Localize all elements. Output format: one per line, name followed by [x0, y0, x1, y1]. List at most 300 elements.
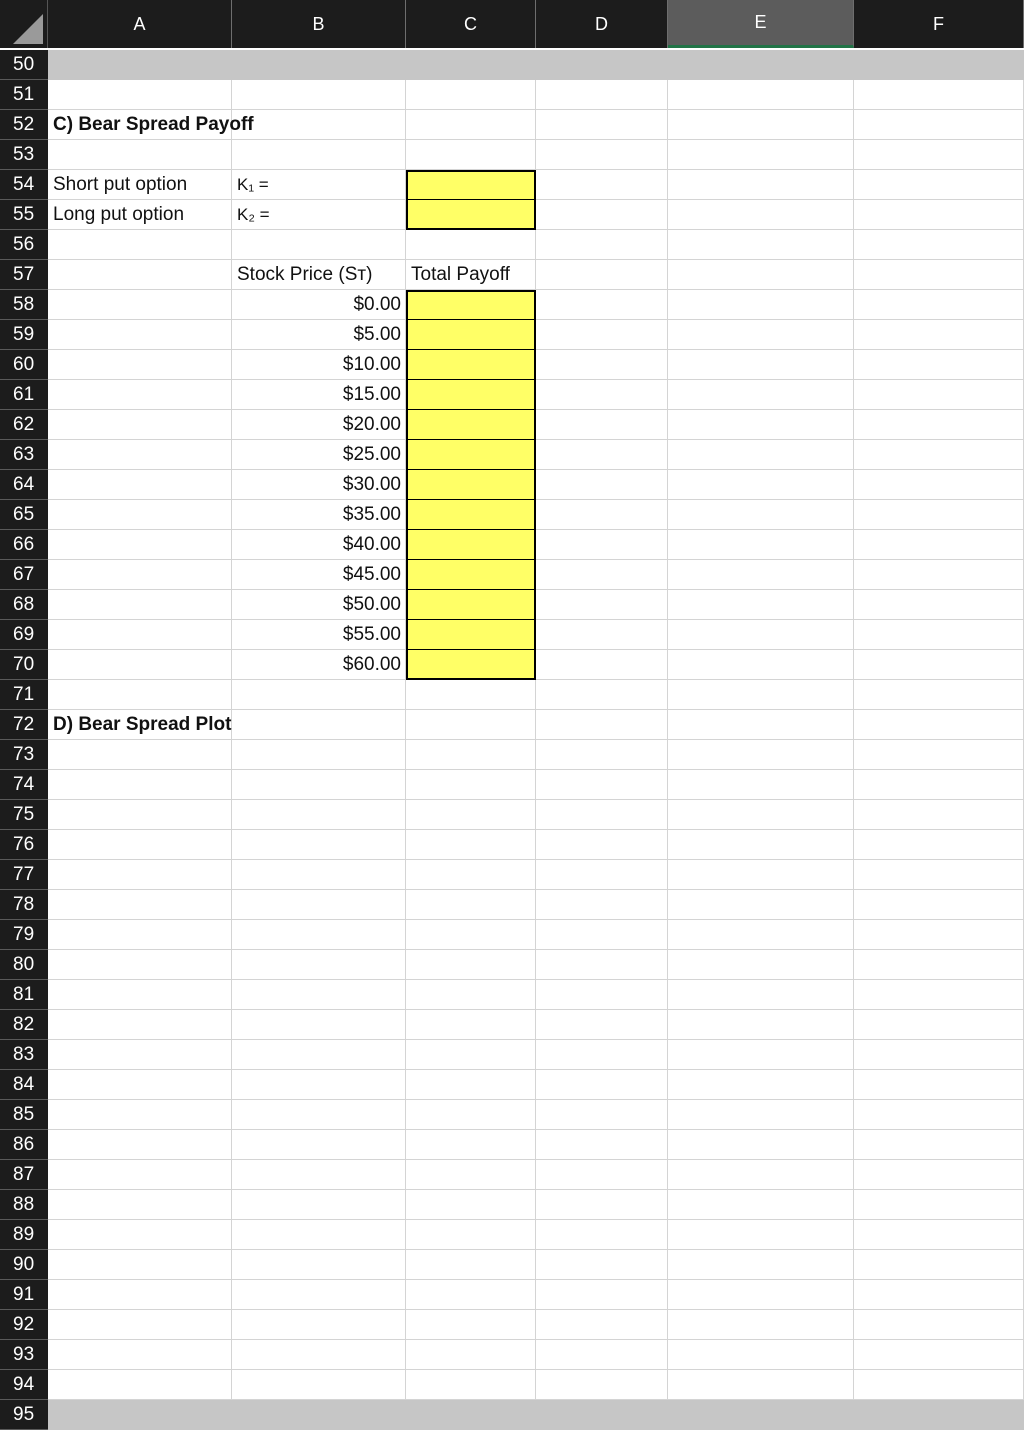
- cell-f62[interactable]: [854, 410, 1024, 440]
- cell-c74[interactable]: [406, 770, 536, 800]
- cell-e86[interactable]: [668, 1130, 854, 1160]
- cell-a74[interactable]: [48, 770, 232, 800]
- cell-a62[interactable]: [48, 410, 232, 440]
- cell-f53[interactable]: [854, 140, 1024, 170]
- cell-b94[interactable]: [232, 1370, 406, 1400]
- cell-a86[interactable]: [48, 1130, 232, 1160]
- cell-f69[interactable]: [854, 620, 1024, 650]
- cell-f51[interactable]: [854, 80, 1024, 110]
- cell-e50[interactable]: [668, 50, 854, 80]
- cell-d64[interactable]: [536, 470, 668, 500]
- cell-e68[interactable]: [668, 590, 854, 620]
- cell-c53[interactable]: [406, 140, 536, 170]
- cell-f57[interactable]: [854, 260, 1024, 290]
- cell-b84[interactable]: [232, 1070, 406, 1100]
- cell-a83[interactable]: [48, 1040, 232, 1070]
- cell-d55[interactable]: [536, 200, 668, 230]
- cell-f88[interactable]: [854, 1190, 1024, 1220]
- cell-f86[interactable]: [854, 1130, 1024, 1160]
- total-payoff-input[interactable]: [406, 320, 536, 350]
- cell-d86[interactable]: [536, 1130, 668, 1160]
- cell-d57[interactable]: [536, 260, 668, 290]
- cell-c51[interactable]: [406, 80, 536, 110]
- cell-e88[interactable]: [668, 1190, 854, 1220]
- cell-d73[interactable]: [536, 740, 668, 770]
- cell-a58[interactable]: [48, 290, 232, 320]
- short-put-label[interactable]: Short put option: [48, 170, 232, 200]
- cell-d66[interactable]: [536, 530, 668, 560]
- cell-f85[interactable]: [854, 1100, 1024, 1130]
- cell-e93[interactable]: [668, 1340, 854, 1370]
- cell-d82[interactable]: [536, 1010, 668, 1040]
- cell-d79[interactable]: [536, 920, 668, 950]
- cell-b80[interactable]: [232, 950, 406, 980]
- cell-b81[interactable]: [232, 980, 406, 1010]
- cell-f94[interactable]: [854, 1370, 1024, 1400]
- cell-a60[interactable]: [48, 350, 232, 380]
- cell-c84[interactable]: [406, 1070, 536, 1100]
- cell-d84[interactable]: [536, 1070, 668, 1100]
- cell-a64[interactable]: [48, 470, 232, 500]
- k2-label[interactable]: K₂ =: [232, 200, 406, 230]
- cell-f72[interactable]: [854, 710, 1024, 740]
- cell-c88[interactable]: [406, 1190, 536, 1220]
- cell-f66[interactable]: [854, 530, 1024, 560]
- cell-b74[interactable]: [232, 770, 406, 800]
- cell-f83[interactable]: [854, 1040, 1024, 1070]
- row-header-80[interactable]: 80: [0, 950, 48, 980]
- cell-d70[interactable]: [536, 650, 668, 680]
- cell-b50[interactable]: [232, 50, 406, 80]
- cell-b53[interactable]: [232, 140, 406, 170]
- cell-d69[interactable]: [536, 620, 668, 650]
- cell-a70[interactable]: [48, 650, 232, 680]
- cell-d53[interactable]: [536, 140, 668, 170]
- cell-d60[interactable]: [536, 350, 668, 380]
- cell-f79[interactable]: [854, 920, 1024, 950]
- cell-f68[interactable]: [854, 590, 1024, 620]
- stock-price-value[interactable]: $10.00: [232, 350, 406, 380]
- cell-d81[interactable]: [536, 980, 668, 1010]
- cell-d68[interactable]: [536, 590, 668, 620]
- total-payoff-input[interactable]: [406, 650, 536, 680]
- row-header-59[interactable]: 59: [0, 320, 48, 350]
- cell-b90[interactable]: [232, 1250, 406, 1280]
- cell-e55[interactable]: [668, 200, 854, 230]
- total-payoff-input[interactable]: [406, 560, 536, 590]
- stock-price-value[interactable]: $15.00: [232, 380, 406, 410]
- cell-f55[interactable]: [854, 200, 1024, 230]
- stock-price-value[interactable]: $55.00: [232, 620, 406, 650]
- k2-input[interactable]: [406, 200, 536, 230]
- cell-a85[interactable]: [48, 1100, 232, 1130]
- cell-b85[interactable]: [232, 1100, 406, 1130]
- cell-f60[interactable]: [854, 350, 1024, 380]
- cell-a95[interactable]: [48, 1400, 232, 1430]
- cell-c82[interactable]: [406, 1010, 536, 1040]
- cell-a89[interactable]: [48, 1220, 232, 1250]
- cell-f77[interactable]: [854, 860, 1024, 890]
- section-d-title[interactable]: D) Bear Spread Plot: [48, 710, 232, 740]
- cell-a50[interactable]: [48, 50, 232, 80]
- cell-e80[interactable]: [668, 950, 854, 980]
- row-header-57[interactable]: 57: [0, 260, 48, 290]
- cell-b93[interactable]: [232, 1340, 406, 1370]
- cell-b86[interactable]: [232, 1130, 406, 1160]
- stock-price-value[interactable]: $5.00: [232, 320, 406, 350]
- stock-price-value[interactable]: $60.00: [232, 650, 406, 680]
- cell-a84[interactable]: [48, 1070, 232, 1100]
- cell-c89[interactable]: [406, 1220, 536, 1250]
- cell-b92[interactable]: [232, 1310, 406, 1340]
- cell-b79[interactable]: [232, 920, 406, 950]
- cell-e82[interactable]: [668, 1010, 854, 1040]
- cell-c91[interactable]: [406, 1280, 536, 1310]
- column-header-f[interactable]: F: [854, 0, 1024, 48]
- cell-c80[interactable]: [406, 950, 536, 980]
- row-header-76[interactable]: 76: [0, 830, 48, 860]
- cell-f82[interactable]: [854, 1010, 1024, 1040]
- row-header-90[interactable]: 90: [0, 1250, 48, 1280]
- cell-d62[interactable]: [536, 410, 668, 440]
- stock-price-value[interactable]: $35.00: [232, 500, 406, 530]
- cell-d71[interactable]: [536, 680, 668, 710]
- cell-a93[interactable]: [48, 1340, 232, 1370]
- cell-d77[interactable]: [536, 860, 668, 890]
- cell-e81[interactable]: [668, 980, 854, 1010]
- cell-b73[interactable]: [232, 740, 406, 770]
- cell-a67[interactable]: [48, 560, 232, 590]
- cell-b71[interactable]: [232, 680, 406, 710]
- select-all-button[interactable]: [0, 0, 48, 48]
- cell-f50[interactable]: [854, 50, 1024, 80]
- row-header-78[interactable]: 78: [0, 890, 48, 920]
- cell-f92[interactable]: [854, 1310, 1024, 1340]
- cell-e64[interactable]: [668, 470, 854, 500]
- cell-c81[interactable]: [406, 980, 536, 1010]
- row-header-94[interactable]: 94: [0, 1370, 48, 1400]
- cell-e63[interactable]: [668, 440, 854, 470]
- row-header-88[interactable]: 88: [0, 1190, 48, 1220]
- cell-f75[interactable]: [854, 800, 1024, 830]
- cell-e78[interactable]: [668, 890, 854, 920]
- cell-e56[interactable]: [668, 230, 854, 260]
- cell-d78[interactable]: [536, 890, 668, 920]
- cell-e75[interactable]: [668, 800, 854, 830]
- cell-a76[interactable]: [48, 830, 232, 860]
- cell-a79[interactable]: [48, 920, 232, 950]
- column-header-b[interactable]: B: [232, 0, 406, 48]
- stock-price-value[interactable]: $20.00: [232, 410, 406, 440]
- cell-c56[interactable]: [406, 230, 536, 260]
- cell-c79[interactable]: [406, 920, 536, 950]
- cell-a56[interactable]: [48, 230, 232, 260]
- row-header-83[interactable]: 83: [0, 1040, 48, 1070]
- row-header-82[interactable]: 82: [0, 1010, 48, 1040]
- row-header-74[interactable]: 74: [0, 770, 48, 800]
- cell-e77[interactable]: [668, 860, 854, 890]
- cell-c52[interactable]: [406, 110, 536, 140]
- cell-e52[interactable]: [668, 110, 854, 140]
- cell-c90[interactable]: [406, 1250, 536, 1280]
- total-payoff-input[interactable]: [406, 620, 536, 650]
- cell-e71[interactable]: [668, 680, 854, 710]
- row-header-77[interactable]: 77: [0, 860, 48, 890]
- stock-price-value[interactable]: $30.00: [232, 470, 406, 500]
- row-header-52[interactable]: 52: [0, 110, 48, 140]
- cell-e66[interactable]: [668, 530, 854, 560]
- k1-label[interactable]: K₁ =: [232, 170, 406, 200]
- cell-d52[interactable]: [536, 110, 668, 140]
- cell-d50[interactable]: [536, 50, 668, 80]
- cell-c83[interactable]: [406, 1040, 536, 1070]
- cell-c85[interactable]: [406, 1100, 536, 1130]
- cell-f80[interactable]: [854, 950, 1024, 980]
- cell-c94[interactable]: [406, 1370, 536, 1400]
- cell-f54[interactable]: [854, 170, 1024, 200]
- cell-e54[interactable]: [668, 170, 854, 200]
- cell-b78[interactable]: [232, 890, 406, 920]
- cell-d75[interactable]: [536, 800, 668, 830]
- cell-d90[interactable]: [536, 1250, 668, 1280]
- cell-e61[interactable]: [668, 380, 854, 410]
- cell-a92[interactable]: [48, 1310, 232, 1340]
- cell-d74[interactable]: [536, 770, 668, 800]
- row-header-69[interactable]: 69: [0, 620, 48, 650]
- total-payoff-input[interactable]: [406, 590, 536, 620]
- cell-e53[interactable]: [668, 140, 854, 170]
- cell-a77[interactable]: [48, 860, 232, 890]
- cell-a88[interactable]: [48, 1190, 232, 1220]
- cell-f74[interactable]: [854, 770, 1024, 800]
- cell-e74[interactable]: [668, 770, 854, 800]
- cell-a73[interactable]: [48, 740, 232, 770]
- cell-c50[interactable]: [406, 50, 536, 80]
- cell-f89[interactable]: [854, 1220, 1024, 1250]
- cell-d88[interactable]: [536, 1190, 668, 1220]
- row-header-73[interactable]: 73: [0, 740, 48, 770]
- cell-e57[interactable]: [668, 260, 854, 290]
- k1-input[interactable]: [406, 170, 536, 200]
- cell-f63[interactable]: [854, 440, 1024, 470]
- cell-e92[interactable]: [668, 1310, 854, 1340]
- cell-c78[interactable]: [406, 890, 536, 920]
- row-header-56[interactable]: 56: [0, 230, 48, 260]
- row-header-58[interactable]: 58: [0, 290, 48, 320]
- cell-d51[interactable]: [536, 80, 668, 110]
- cell-e70[interactable]: [668, 650, 854, 680]
- cell-e59[interactable]: [668, 320, 854, 350]
- cell-d91[interactable]: [536, 1280, 668, 1310]
- cell-e85[interactable]: [668, 1100, 854, 1130]
- cell-f65[interactable]: [854, 500, 1024, 530]
- cell-d59[interactable]: [536, 320, 668, 350]
- cell-d83[interactable]: [536, 1040, 668, 1070]
- cell-b89[interactable]: [232, 1220, 406, 1250]
- cell-e95[interactable]: [668, 1400, 854, 1430]
- row-header-65[interactable]: 65: [0, 500, 48, 530]
- cell-c95[interactable]: [406, 1400, 536, 1430]
- cell-a91[interactable]: [48, 1280, 232, 1310]
- cell-a90[interactable]: [48, 1250, 232, 1280]
- cell-e94[interactable]: [668, 1370, 854, 1400]
- row-header-50[interactable]: 50: [0, 50, 48, 80]
- row-header-89[interactable]: 89: [0, 1220, 48, 1250]
- cell-f71[interactable]: [854, 680, 1024, 710]
- cell-d95[interactable]: [536, 1400, 668, 1430]
- row-header-85[interactable]: 85: [0, 1100, 48, 1130]
- cell-a63[interactable]: [48, 440, 232, 470]
- cell-e62[interactable]: [668, 410, 854, 440]
- cell-a51[interactable]: [48, 80, 232, 110]
- cell-e67[interactable]: [668, 560, 854, 590]
- row-header-68[interactable]: 68: [0, 590, 48, 620]
- cell-e87[interactable]: [668, 1160, 854, 1190]
- total-payoff-input[interactable]: [406, 500, 536, 530]
- cell-c87[interactable]: [406, 1160, 536, 1190]
- cell-a78[interactable]: [48, 890, 232, 920]
- stock-price-value[interactable]: $0.00: [232, 290, 406, 320]
- cell-d89[interactable]: [536, 1220, 668, 1250]
- cell-f64[interactable]: [854, 470, 1024, 500]
- row-header-70[interactable]: 70: [0, 650, 48, 680]
- row-header-67[interactable]: 67: [0, 560, 48, 590]
- cell-b91[interactable]: [232, 1280, 406, 1310]
- row-header-79[interactable]: 79: [0, 920, 48, 950]
- row-header-86[interactable]: 86: [0, 1130, 48, 1160]
- cell-d63[interactable]: [536, 440, 668, 470]
- row-header-71[interactable]: 71: [0, 680, 48, 710]
- cell-e91[interactable]: [668, 1280, 854, 1310]
- cell-f56[interactable]: [854, 230, 1024, 260]
- cell-e90[interactable]: [668, 1250, 854, 1280]
- cell-f61[interactable]: [854, 380, 1024, 410]
- cell-d67[interactable]: [536, 560, 668, 590]
- cell-d87[interactable]: [536, 1160, 668, 1190]
- stock-price-value[interactable]: $45.00: [232, 560, 406, 590]
- stock-price-value[interactable]: $50.00: [232, 590, 406, 620]
- column-header-a[interactable]: A: [48, 0, 232, 48]
- cell-f70[interactable]: [854, 650, 1024, 680]
- row-header-66[interactable]: 66: [0, 530, 48, 560]
- cell-b52[interactable]: [232, 110, 406, 140]
- cell-e51[interactable]: [668, 80, 854, 110]
- cell-d58[interactable]: [536, 290, 668, 320]
- cell-d54[interactable]: [536, 170, 668, 200]
- cell-a61[interactable]: [48, 380, 232, 410]
- cell-d80[interactable]: [536, 950, 668, 980]
- cell-f81[interactable]: [854, 980, 1024, 1010]
- total-payoff-input[interactable]: [406, 530, 536, 560]
- cell-a81[interactable]: [48, 980, 232, 1010]
- cell-a80[interactable]: [48, 950, 232, 980]
- cell-c72[interactable]: [406, 710, 536, 740]
- cell-a75[interactable]: [48, 800, 232, 830]
- cell-b88[interactable]: [232, 1190, 406, 1220]
- column-header-d[interactable]: D: [536, 0, 668, 48]
- row-header-61[interactable]: 61: [0, 380, 48, 410]
- row-header-72[interactable]: 72: [0, 710, 48, 740]
- cell-f84[interactable]: [854, 1070, 1024, 1100]
- cell-e65[interactable]: [668, 500, 854, 530]
- cell-d61[interactable]: [536, 380, 668, 410]
- cell-c73[interactable]: [406, 740, 536, 770]
- cell-d72[interactable]: [536, 710, 668, 740]
- row-header-87[interactable]: 87: [0, 1160, 48, 1190]
- cell-e83[interactable]: [668, 1040, 854, 1070]
- cell-a59[interactable]: [48, 320, 232, 350]
- cell-b76[interactable]: [232, 830, 406, 860]
- cell-f52[interactable]: [854, 110, 1024, 140]
- cell-f76[interactable]: [854, 830, 1024, 860]
- cell-e76[interactable]: [668, 830, 854, 860]
- cell-b51[interactable]: [232, 80, 406, 110]
- cell-e69[interactable]: [668, 620, 854, 650]
- cell-b77[interactable]: [232, 860, 406, 890]
- cell-e60[interactable]: [668, 350, 854, 380]
- cell-c71[interactable]: [406, 680, 536, 710]
- cell-a69[interactable]: [48, 620, 232, 650]
- cell-b83[interactable]: [232, 1040, 406, 1070]
- column-header-e[interactable]: E: [668, 0, 854, 48]
- total-payoff-input[interactable]: [406, 410, 536, 440]
- cell-a53[interactable]: [48, 140, 232, 170]
- cell-d93[interactable]: [536, 1340, 668, 1370]
- total-payoff-header[interactable]: Total Payoff: [406, 260, 536, 290]
- stock-price-header[interactable]: Stock Price (Sᴛ): [232, 260, 406, 290]
- cell-a57[interactable]: [48, 260, 232, 290]
- row-header-93[interactable]: 93: [0, 1340, 48, 1370]
- cell-f91[interactable]: [854, 1280, 1024, 1310]
- row-header-53[interactable]: 53: [0, 140, 48, 170]
- section-c-title[interactable]: C) Bear Spread Payoff: [48, 110, 232, 140]
- cell-e73[interactable]: [668, 740, 854, 770]
- cell-f78[interactable]: [854, 890, 1024, 920]
- row-header-51[interactable]: 51: [0, 80, 48, 110]
- cell-c92[interactable]: [406, 1310, 536, 1340]
- row-header-64[interactable]: 64: [0, 470, 48, 500]
- total-payoff-input[interactable]: [406, 440, 536, 470]
- cell-e79[interactable]: [668, 920, 854, 950]
- cell-c76[interactable]: [406, 830, 536, 860]
- long-put-label[interactable]: Long put option: [48, 200, 232, 230]
- cell-b72[interactable]: [232, 710, 406, 740]
- cell-e58[interactable]: [668, 290, 854, 320]
- cell-e72[interactable]: [668, 710, 854, 740]
- cell-a94[interactable]: [48, 1370, 232, 1400]
- row-header-60[interactable]: 60: [0, 350, 48, 380]
- total-payoff-input[interactable]: [406, 290, 536, 320]
- cell-a82[interactable]: [48, 1010, 232, 1040]
- cell-e89[interactable]: [668, 1220, 854, 1250]
- column-header-c[interactable]: C: [406, 0, 536, 48]
- row-header-75[interactable]: 75: [0, 800, 48, 830]
- cell-a66[interactable]: [48, 530, 232, 560]
- cell-d85[interactable]: [536, 1100, 668, 1130]
- cell-a87[interactable]: [48, 1160, 232, 1190]
- cell-f73[interactable]: [854, 740, 1024, 770]
- cell-c77[interactable]: [406, 860, 536, 890]
- cell-f93[interactable]: [854, 1340, 1024, 1370]
- cell-d65[interactable]: [536, 500, 668, 530]
- cell-f67[interactable]: [854, 560, 1024, 590]
- cell-b95[interactable]: [232, 1400, 406, 1430]
- total-payoff-input[interactable]: [406, 470, 536, 500]
- cell-f95[interactable]: [854, 1400, 1024, 1430]
- cell-b56[interactable]: [232, 230, 406, 260]
- row-header-63[interactable]: 63: [0, 440, 48, 470]
- cell-f87[interactable]: [854, 1160, 1024, 1190]
